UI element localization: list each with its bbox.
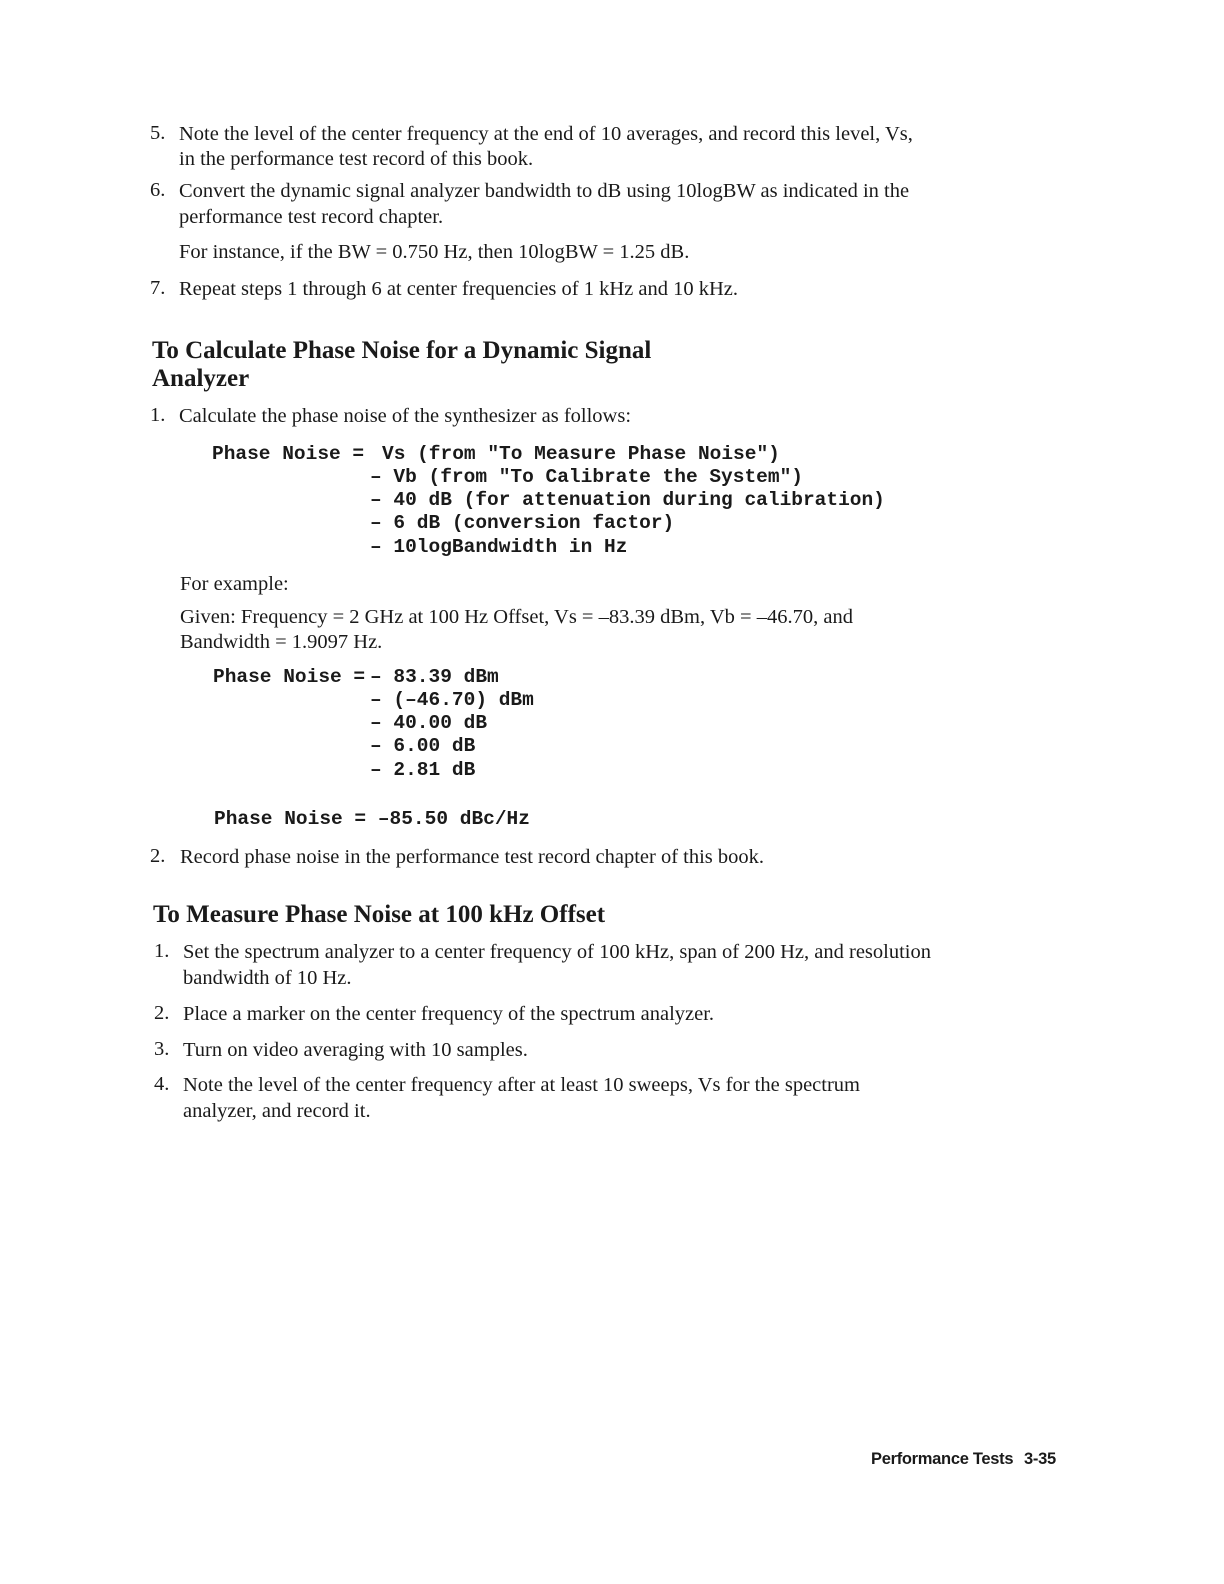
section-heading-100khz: To Measure Phase Noise at 100 kHz Offset (153, 901, 606, 928)
footer-section-title: Performance Tests (871, 1450, 1014, 1468)
formula-term: – 10logBandwidth in Hz (370, 536, 628, 558)
step-number: 5. (150, 122, 166, 144)
step-number: 1. (150, 404, 166, 426)
calc-step-1-text: Calculate the phase noise of the synthesizer as follows: (179, 405, 632, 427)
formula-term: Vs (from "To Measure Phase Noise") (382, 443, 780, 465)
step-text-line: Set the spectrum analyzer to a center frequency of 100 kHz, span of 200 Hz, and resolution (183, 941, 931, 963)
step-number: 1. (154, 940, 170, 962)
step-number: 2. (154, 1002, 170, 1024)
step-number: 4. (154, 1073, 170, 1095)
given-line: Given: Frequency = 2 GHz at 100 Hz Offset, Vs = –83.39 dBm, Vb = –46.70, and (180, 606, 853, 628)
example-term: – 83.39 dBm (370, 666, 499, 688)
step-text-line: Repeat steps 1 through 6 at center frequencies of 1 kHz and 10 kHz. (179, 278, 739, 300)
example-result: Phase Noise = –85.50 dBc/Hz (214, 808, 530, 830)
given-line: Bandwidth = 1.9097 Hz. (180, 631, 383, 653)
example-term: – (–46.70) dBm (370, 689, 534, 711)
formula-term: – 6 dB (conversion factor) (370, 512, 675, 534)
section-heading-calculate-cont: Analyzer (152, 365, 250, 392)
step-text-line: Turn on video averaging with 10 samples. (183, 1039, 528, 1061)
example-term: – 6.00 dB (370, 735, 476, 757)
step-text-line: Place a marker on the center frequency of the spectrum analyzer. (183, 1003, 715, 1025)
example-term: – 40.00 dB (370, 712, 488, 734)
step-text-line: bandwidth of 10 Hz. (183, 967, 352, 989)
step-text-line: Convert the dynamic signal analyzer bandwidth to dB using 10logBW as indicated in the (179, 180, 910, 202)
formula-term: – Vb (from "To Calibrate the System") (370, 466, 803, 488)
step-text-line: analyzer, and record it. (183, 1100, 371, 1122)
calc-step-2-text: Record phase noise in the performance test record chapter of this book. (180, 846, 765, 868)
formula-label: Phase Noise = (212, 443, 365, 465)
step-text-line: in the performance test record of this book. (179, 148, 534, 170)
step-text-line: Note the level of the center frequency after at least 10 sweeps, Vs for the spectrum (183, 1074, 860, 1096)
example-term: – 2.81 dB (370, 759, 476, 781)
formula-term: – 40 dB (for attenuation during calibration) (370, 489, 885, 511)
for-example-label: For example: (180, 573, 289, 595)
step-text-line: performance test record chapter. (179, 206, 444, 228)
step-number: 2. (150, 845, 166, 867)
step-number: 6. (150, 179, 166, 201)
step-number: 7. (150, 277, 166, 299)
section-heading-calculate: To Calculate Phase Noise for a Dynamic Signal (152, 337, 652, 364)
step-text-line: Note the level of the center frequency at the end of 10 averages, and record this level, Vs, (179, 123, 913, 145)
step-6-example: For instance, if the BW = 0.750 Hz, then 10logBW = 1.25 dB. (179, 241, 690, 263)
step-number: 3. (154, 1038, 170, 1060)
example-label: Phase Noise = (213, 666, 366, 688)
footer-page-number: 3-35 (1024, 1450, 1056, 1468)
